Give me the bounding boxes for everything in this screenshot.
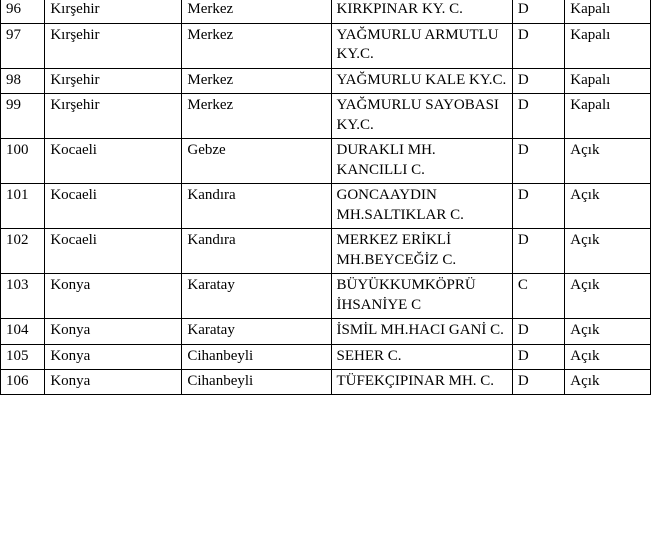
cell-name: KIRKPINAR KY. C. (331, 0, 512, 23)
cell-no: 104 (1, 319, 45, 345)
cell-status: Açık (565, 370, 651, 395)
cell-name: YAĞMURLU SAYOBASI KY.C. (331, 94, 512, 139)
table-body (1, 0, 651, 394)
cell-no: 105 (1, 344, 45, 370)
cell-city: Kırşehir (45, 68, 182, 94)
cell-no: 101 (1, 184, 45, 229)
cell-status: Kapalı (565, 68, 651, 94)
cell-district: Karatay (182, 319, 331, 345)
cell-district: Cihanbeyli (182, 370, 331, 395)
table-row (1, 370, 651, 395)
cell-name: GONCAAYDIN MH.SALTIKLAR C. (331, 184, 512, 229)
cell-city: Konya (45, 319, 182, 345)
cell-status: Açık (565, 184, 651, 229)
cell-no: 103 (1, 274, 45, 319)
cell-district: Gebze (182, 139, 331, 184)
cell-city: Konya (45, 274, 182, 319)
table-row (1, 344, 651, 370)
cell-code: D (512, 68, 564, 94)
table-row (1, 68, 651, 94)
table-row (1, 0, 651, 23)
table-row (1, 94, 651, 139)
cell-code: C (512, 274, 564, 319)
cell-city: Kırşehir (45, 0, 182, 23)
cell-name: TÜFEKÇIPINAR MH. C. (331, 370, 512, 395)
cell-no: 99 (1, 94, 45, 139)
cell-code: D (512, 0, 564, 23)
table-row (1, 23, 651, 68)
cell-district: Kandıra (182, 184, 331, 229)
cell-name: BÜYÜKKUMKÖPRÜ İHSANİYE C (331, 274, 512, 319)
cell-no: 97 (1, 23, 45, 68)
cell-code: D (512, 229, 564, 274)
cell-status: Açık (565, 274, 651, 319)
cell-code: D (512, 344, 564, 370)
cell-city: Kocaeli (45, 229, 182, 274)
cell-no: 102 (1, 229, 45, 274)
cell-district: Karatay (182, 274, 331, 319)
cell-district: Merkez (182, 68, 331, 94)
cell-no: 100 (1, 139, 45, 184)
cell-status: Açık (565, 229, 651, 274)
table-row (1, 274, 651, 319)
cell-city: Kırşehir (45, 94, 182, 139)
cell-city: Konya (45, 344, 182, 370)
table-row (1, 184, 651, 229)
cell-name: YAĞMURLU ARMUTLU KY.C. (331, 23, 512, 68)
table-row (1, 319, 651, 345)
cell-code: D (512, 94, 564, 139)
cell-name: YAĞMURLU KALE KY.C. (331, 68, 512, 94)
cell-status: Kapalı (565, 23, 651, 68)
cell-code: D (512, 23, 564, 68)
cell-code: D (512, 370, 564, 395)
cell-district: Cihanbeyli (182, 344, 331, 370)
cell-code: D (512, 319, 564, 345)
cell-district: Kandıra (182, 229, 331, 274)
cell-city: Konya (45, 370, 182, 395)
cell-city: Kocaeli (45, 184, 182, 229)
cell-no: 96 (1, 0, 45, 23)
cell-status: Kapalı (565, 0, 651, 23)
cell-code: D (512, 139, 564, 184)
cell-status: Açık (565, 344, 651, 370)
cell-code: D (512, 184, 564, 229)
cell-name: SEHER C. (331, 344, 512, 370)
cell-no: 98 (1, 68, 45, 94)
cell-name: MERKEZ ERİKLİ MH.BEYCEĞİZ C. (331, 229, 512, 274)
table-row (1, 229, 651, 274)
cell-name: İSMİL MH.HACI GANİ C. (331, 319, 512, 345)
cell-name: DURAKLI MH. KANCILLI C. (331, 139, 512, 184)
cell-city: Kırşehir (45, 23, 182, 68)
cell-district: Merkez (182, 0, 331, 23)
cell-district: Merkez (182, 23, 331, 68)
cell-city: Kocaeli (45, 139, 182, 184)
cell-status: Açık (565, 319, 651, 345)
cell-status: Açık (565, 139, 651, 184)
cell-status: Kapalı (565, 94, 651, 139)
table-row (1, 139, 651, 184)
cell-district: Merkez (182, 94, 331, 139)
cell-no: 106 (1, 370, 45, 395)
